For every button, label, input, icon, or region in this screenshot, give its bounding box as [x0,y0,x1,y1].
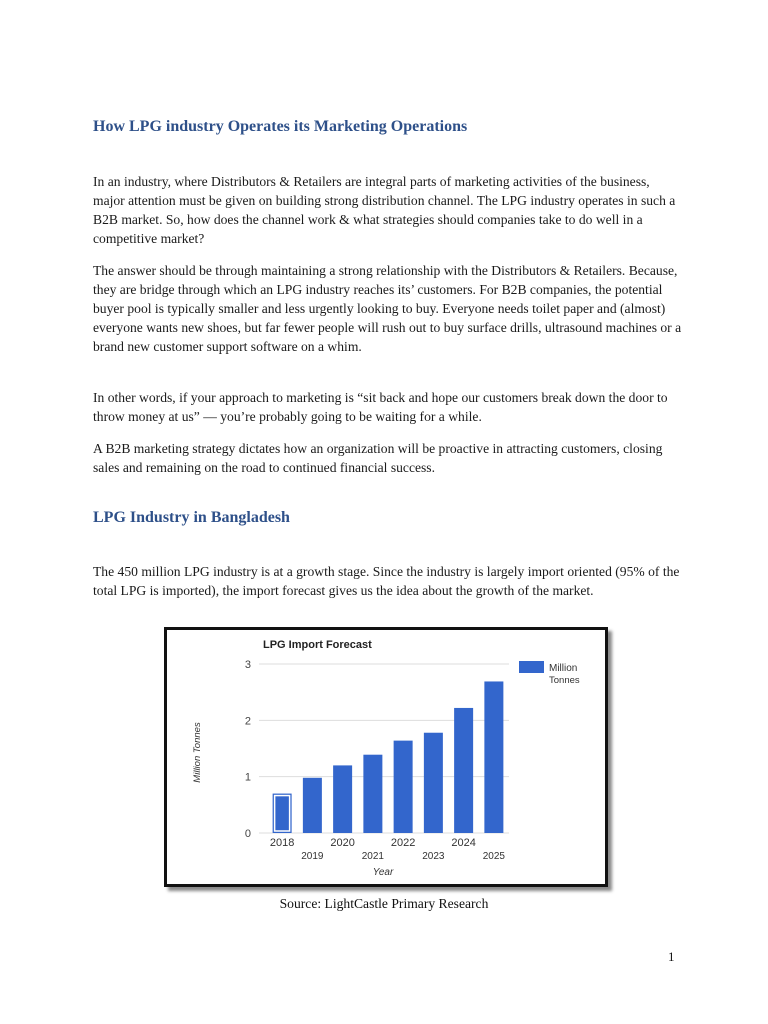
x-tick-label: 2023 [422,851,445,862]
chart-title: LPG Import Forecast [263,639,372,651]
legend-label: Million [549,663,578,674]
y-axis-title: Million Tonnes [192,722,203,783]
bar [273,794,292,833]
x-tick-label: 2025 [482,851,505,862]
x-tick-label: 2019 [301,851,324,862]
legend-label-line2: Tonnes [549,675,580,686]
y-tick-label: 2 [244,715,251,728]
bar [303,778,322,833]
x-tick-label: 2020 [330,837,355,849]
chart-container [164,627,608,887]
bar [454,708,473,833]
paragraph-approach: In other words, if your approach to marketing is “sit back and hope our customers break down the door to throw money at us” — you’re probably going to be waiting for a while. [93,390,668,424]
paragraph-relationship: The answer should be through maintaining a strong relationship with the Distributors & Retailers. Because, they are bridge through which an LPG industry reaches its’ customers. For B2B companies, the potential buyer pool is typically smaller and less urgently looking to buy. Everyone needs toilet paper and (almost) everyone wants new shoes, but far fewer people will rush out to buy surface drills, ultrasound machines or a brand new customer support software on a whim. [93,263,682,354]
x-tick-label: 2021 [361,851,384,862]
paragraph-intro: In an industry, where Distributors & Retailers are integral parts of marketing activities of the business, major attention must be given on building strong distribution channel. The LPG industry operates in such a B2B market. So, how does the channel work & what strategies should companies take to do well in a competitive market? [93,174,676,246]
y-tick-label: 0 [244,828,251,840]
y-tick-label: 3 [244,659,251,671]
x-axis-title: Year [372,867,394,878]
bar [333,765,352,833]
bar [363,755,382,833]
x-tick-label: 2022 [390,837,416,849]
legend-swatch [519,661,544,673]
x-tick-label: 2018 [269,837,295,849]
page-number: 1 [668,949,675,964]
bar [484,681,503,833]
paragraph-industry-growth: The 450 million LPG industry is at a growth stage. Since the industry is largely import oriented (95% of the total LPG is imported), the import forecast gives us the idea about the growth of the market. [93,564,680,598]
y-tick-label: 1 [244,771,251,784]
bar [394,741,413,833]
figure-caption: Source: LightCastle Primary Research [279,896,489,911]
bar [424,733,443,833]
lpg-import-forecast-chart [167,630,605,884]
section-heading-bangladesh: LPG Industry in Bangladesh [93,509,290,526]
x-tick-label: 2024 [451,837,476,849]
paragraph-b2b-strategy: A B2B marketing strategy dictates how an organization will be proactive in attracting customers, closing sales and remaining on the road to continued financial success. [93,441,663,475]
section-heading-marketing: How LPG industry Operates its Marketing Operations [93,118,468,135]
